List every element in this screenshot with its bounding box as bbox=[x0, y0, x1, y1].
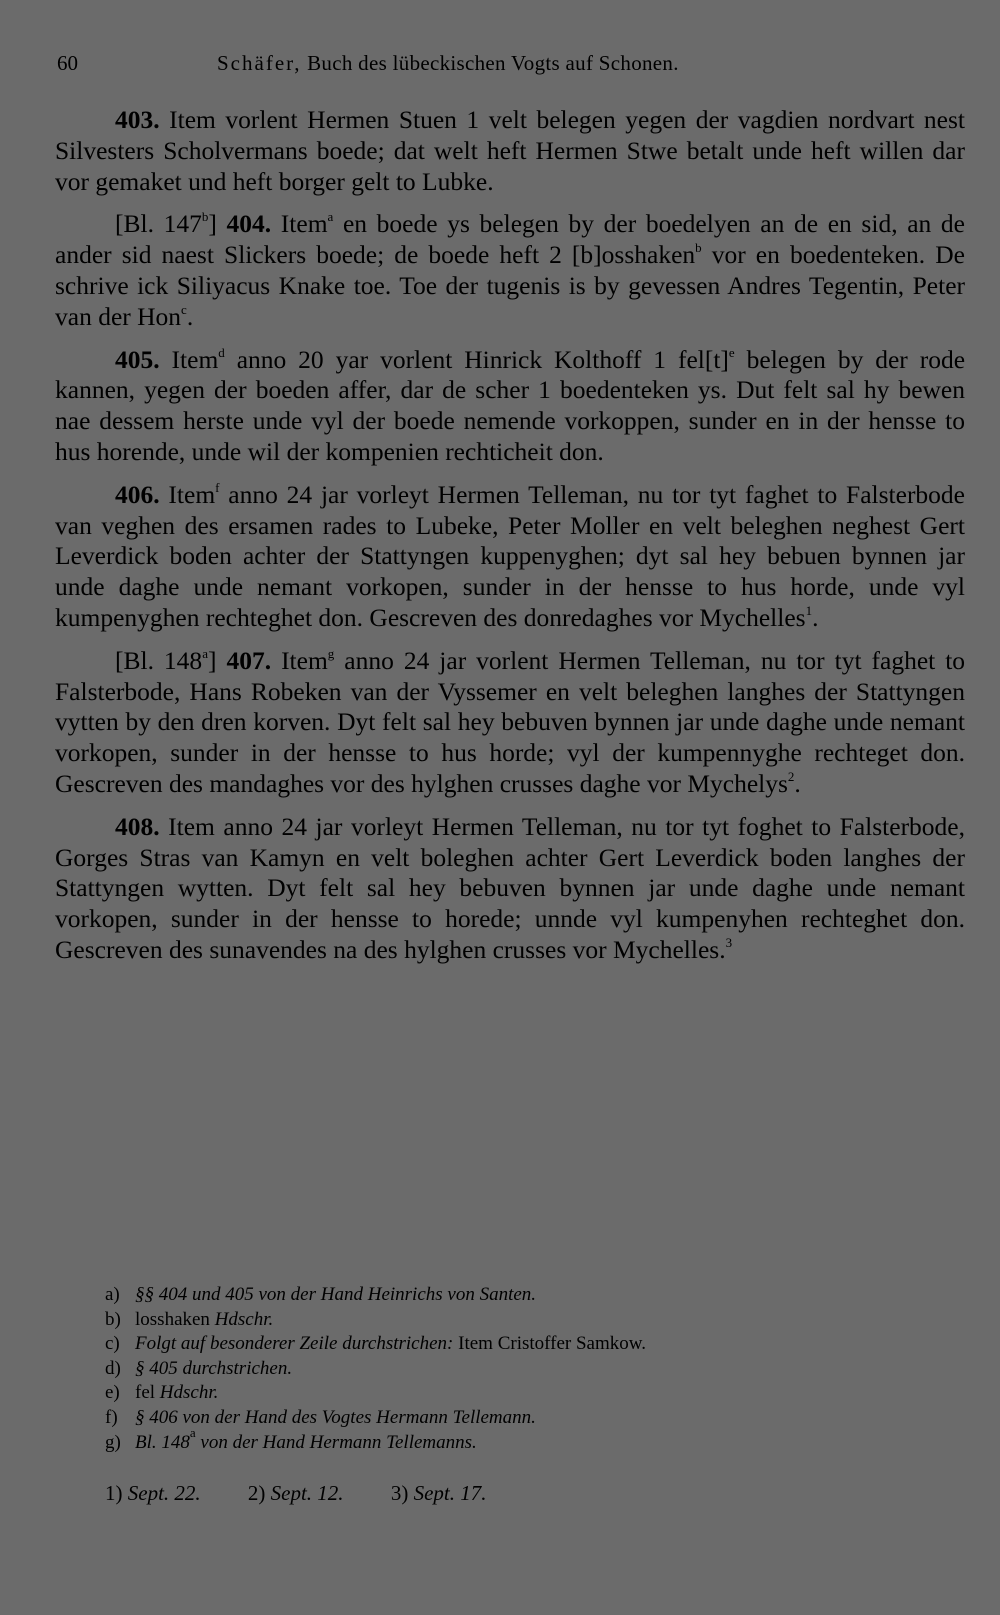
date-notes bbox=[105, 1478, 805, 1508]
entry-403 bbox=[55, 105, 965, 197]
header-title: Buch des lübeckischen Vogts auf Schonen. bbox=[307, 51, 679, 75]
entry-text: Item vorlent Hermen Stuen 1 velt belegen yegen der vagdien nordvart nest Silvesters Scholvermans boede; dat welt heft Hermen Stwe betalt unde heft willen dar vor gemaket und heft borger gelt to Lubke. bbox=[55, 105, 966, 196]
date-note-3: 3) Sept. 17. bbox=[390, 1481, 487, 1505]
running-title bbox=[217, 48, 679, 78]
footnote-ref-a: a bbox=[327, 209, 334, 225]
entry-number: 407. bbox=[226, 645, 272, 675]
footnote-ref-b: b bbox=[695, 240, 702, 256]
date-note-2: 2) Sept. 12. bbox=[247, 1481, 344, 1505]
entry-number: 404. bbox=[226, 209, 272, 239]
folio-sup: b bbox=[201, 209, 209, 225]
footnotes bbox=[105, 1283, 965, 1455]
entry-number: 406. bbox=[115, 479, 160, 509]
date-note-ref-2: 2 bbox=[787, 768, 795, 784]
entry-406: 406. Item$^f$ anno 24 jar vorleyt Hermen Telleman, nu tor tyt faghet to Falsterbode van veghen des ersamen rades to Lubeke, Peter Moller en velt beleghen neghest Gert Leverdick boden achter der Stattyngen kuppenyghen; dyt sal hey bebuen bynnen jar unde daghe unde nemant vorkopen, sunder in der hensse to hus horde, unde vyl kumpenyghen rechteghet don. Gescreven des donredaghes vor Mychelles$^1$. bbox=[55, 479, 965, 632]
folio-sup: a bbox=[202, 645, 208, 661]
footnote-ref-e: e bbox=[728, 344, 735, 360]
footnote-d: d) § 405 durchstrichen. bbox=[105, 1357, 293, 1379]
footnote-e: e) fel Hdschr. bbox=[105, 1382, 219, 1404]
date-note-1: 1) Sept. 22. bbox=[105, 1481, 201, 1505]
footnote-a: a) §§ 404 und 405 von der Hand Heinrichs von Santen. bbox=[105, 1284, 537, 1305]
date-note-ref-1: 1 bbox=[805, 602, 813, 618]
entry-number: 403. bbox=[115, 105, 160, 134]
footnote-ref-d: d bbox=[218, 344, 225, 360]
header-author: Schäfer, bbox=[217, 51, 302, 75]
footnote-ref-c: c bbox=[181, 301, 187, 317]
main-text bbox=[55, 105, 965, 966]
page-number: 60 bbox=[57, 51, 78, 75]
footnote-g: g) Bl. 148$^a$ von der Hand Hermann Tellemanns. bbox=[105, 1424, 477, 1453]
folio-ref: [Bl. 148$^a$] bbox=[115, 645, 217, 675]
entry-number: 405. bbox=[115, 344, 160, 374]
running-header bbox=[57, 48, 947, 78]
footnote-ref-f: f bbox=[215, 479, 220, 495]
folio-ref: [Bl. 147$^b$] bbox=[115, 209, 217, 239]
date-note-ref-3: 3 bbox=[725, 934, 733, 950]
entry-408: 408. Item anno 24 jar vorleyt Hermen Telleman, nu tor tyt foghet to Falsterbode, Gorges Stras van Kamyn en velt boleghen achter Gert Leverdick boden langhes der Stattyngen wytten. Dyt felt sal hey bebuven bynnen jar unde daghe unde nemant vorkopen, sunder in der hensse to horede; unnde vyl kumpenyhen rechteghet don. Gescreven des sunavendes na des hylghen crusses vor Mychelles.$^3$ bbox=[55, 811, 965, 964]
entry-404: [Bl. 147$^b$] 404. Item$^a$ en boede ys belegen by der boedelyen an de en sid, an de ander sid naest Slickers boede; de boede heft 2 [b]osshaken$^b$ vor en boedenteken. De schrive ick Siliyacus Knake toe. Toe der tugenis is by gevessen Andres Tegentin, Peter van der Hon$^c$. bbox=[55, 209, 966, 331]
entry-405: 405. Item$^d$ anno 20 yar vorlent Hinrick Kolthoff 1 $fel[t]^e$ belegen by der rode kannen, yegen der boeden affer, dar de scher 1 boedenteken ys. Dut felt sal hy bewen nae dessem herste unde vyl der boede nemende vorkoppen, sunder en in der hensse to hus horende, unde wil der kompenien rechticheit don. bbox=[55, 344, 966, 466]
entry-407: [Bl. 148$^a$] 407. Item$^g$ anno 24 jar vorlent Hermen Telleman, nu tor tyt faghet to Falsterbode, Hans Robeken van der Vyssemer en velt beleghen langhes der Stattyngen vytten by den dren korven. Dyt felt sal hey bebuven bynnen jar unde daghe unde nemant vorkopen, sunder in der hensse to hus horde; vyl der kumpennyghe rechteget don. Gescreven des mandaghes vor des hylghen crusses daghe vor Mychelys$^2$. bbox=[55, 645, 966, 798]
footnote-f: f) § 406 von der Hand des Vogtes Hermann Tellemann. bbox=[105, 1406, 536, 1428]
footnote-b: b) losshaken Hdschr. bbox=[105, 1308, 274, 1330]
footnote-c: c) Folgt auf besonderer Zeile durchstrichen: Item Cristoffer Samkow. bbox=[105, 1333, 646, 1355]
entry-number: 408. bbox=[115, 811, 160, 841]
footnote-ref-g: g bbox=[327, 645, 335, 661]
